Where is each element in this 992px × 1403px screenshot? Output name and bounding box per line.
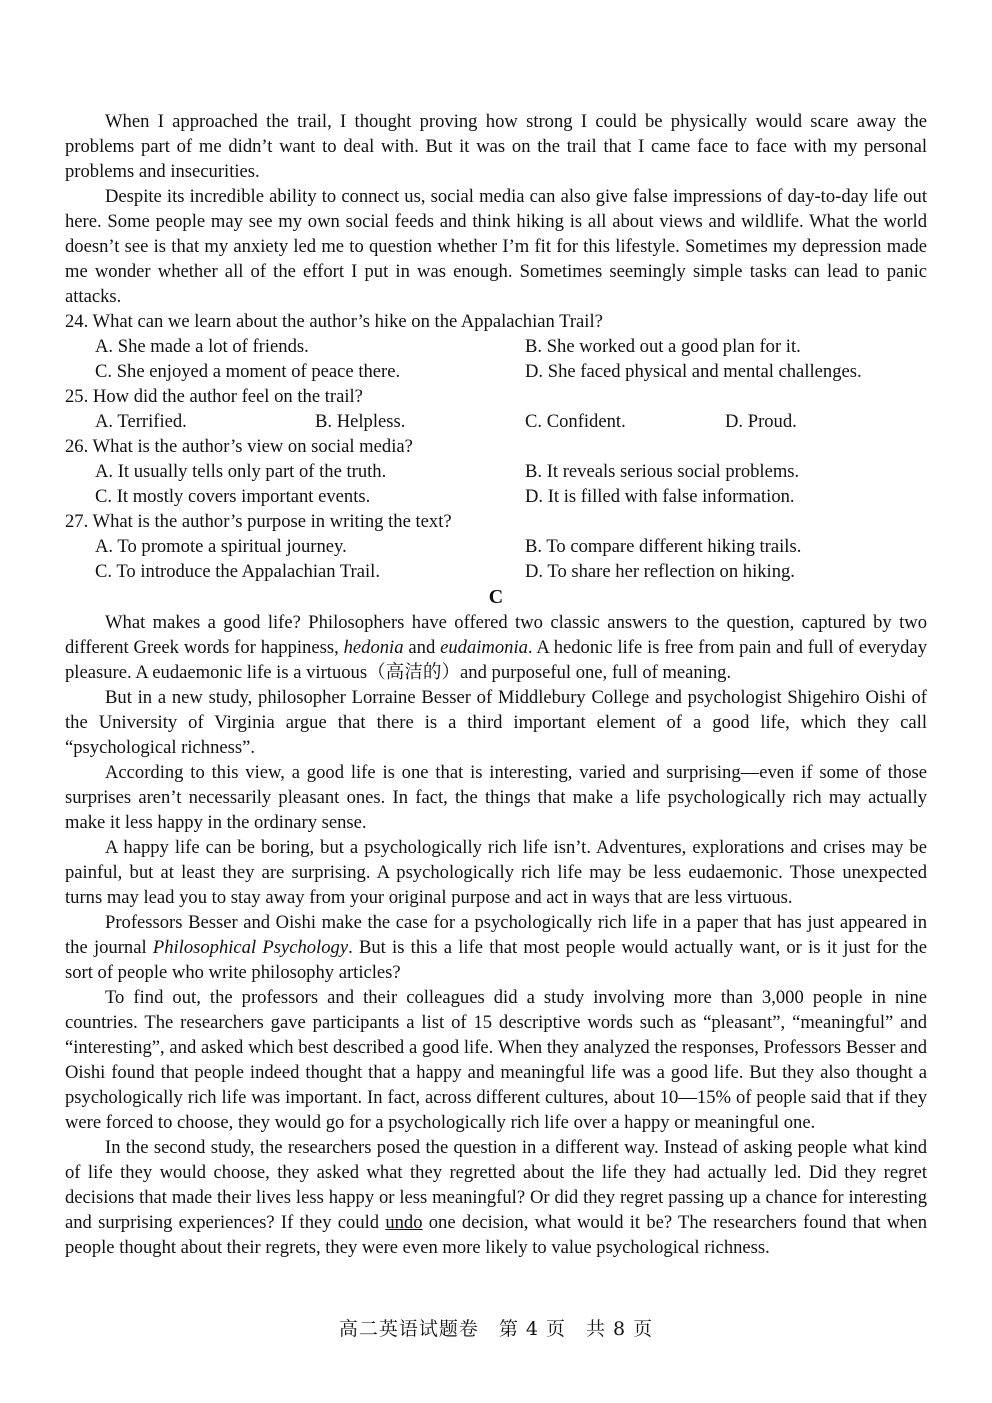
- question-stem: 26. What is the author’s view on social media?: [65, 436, 413, 457]
- option: C. Confident.: [525, 411, 626, 432]
- text-run: . A hedonic life is free from pain and full of everyday pleasure. A eudaemonic life is a virtuous（高洁的）and purposeful one, full of meaning.: [65, 637, 927, 683]
- journal-title: Philosophical Psychology: [152, 937, 349, 958]
- question-options: [65, 409, 927, 434]
- option: D. Proud.: [725, 411, 797, 432]
- paragraph: To find out, the professors and their colleagues did a study involving more than 3,000 people in nine countries. The researchers gave participants a list of 15 descriptive words such as “pleasant”, “meaningful” and “interesting”, and asked which best described a good life. When they analyzed the responses, Professors Besser and Oishi found that people indeed thought that a happy and meaningful life was a good life. But they also thought a psychologically rich life was important. In fact, across different cultures, about 10—15% of people said that if they were forced to choose, they would go for a psychologically rich life over a happy or meaningful one.: [65, 987, 927, 1133]
- option: B. Helpless.: [315, 411, 406, 432]
- question-stem: 24. What can we learn about the author’s hike on the Appalachian Trail?: [65, 311, 603, 332]
- option: B. She worked out a good plan for it.: [525, 336, 801, 357]
- paragraph: When I approached the trail, I thought proving how strong I could be physically would scare away the problems part of me didn’t want to deal with. But it was on the trail that I came face to face with my personal problems and insecurities.: [65, 111, 927, 182]
- paragraph: [65, 1135, 927, 1260]
- option: A. To promote a spiritual journey.: [95, 536, 347, 557]
- text-run: and: [403, 637, 441, 658]
- option: A. It usually tells only part of the truth.: [95, 461, 387, 482]
- text-run: In the second study, the researchers posed the question in a different way. Instead of asking people what kind of life they would choose, they asked what they regretted about the life they had actually led. Did they regret decisions that made their lives less happy or less meaningful? Or did they regret passing up a chance for interesting and surprising experiences? If they could: [65, 1137, 927, 1233]
- option: D. It is filled with false information.: [525, 486, 795, 507]
- text-run: What makes a good life? Philosophers have offered two classic answers to the question, captured by two different Greek words for happiness,: [65, 612, 927, 658]
- option: C. She enjoyed a moment of peace there.: [95, 361, 401, 382]
- underlined-word: undo: [385, 1212, 423, 1233]
- question-options: [65, 334, 927, 384]
- text-run: Professors Besser and Oishi make the case for a psychologically rich life in a paper that has just appeared in the journal: [65, 912, 927, 958]
- paragraph: [65, 910, 927, 985]
- paragraph: According to this view, a good life is one that is interesting, varied and surprising—even if some of those surprises aren’t necessarily pleasant ones. In fact, the things that make a life psychologically rich may actually make it less happy in the ordinary sense.: [65, 762, 927, 833]
- paragraph: [65, 610, 927, 685]
- question-options: [65, 459, 927, 509]
- question-stem: 25. How did the author feel on the trail?: [65, 386, 363, 407]
- italic-term: hedonia: [343, 637, 404, 658]
- question-options: [65, 534, 927, 584]
- exam-page: [65, 109, 927, 1260]
- text-run: . But is this a life that most people would actually want, or is it just for the sort of people who write philosophy articles?: [65, 937, 927, 983]
- paragraph: A happy life can be boring, but a psychologically rich life isn’t. Adventures, explorations and crises may be painful, but at least they are surprising. A psychologically rich life may be less eudaemonic. Those unexpected turns may lead you to stay away from your original purpose and act in ways that are less virtuous.: [65, 837, 927, 908]
- page-footer: 高二英语试题卷 第 4 页 共 8 页: [338, 1318, 654, 1340]
- option: A. She made a lot of friends.: [95, 336, 309, 357]
- option: A. Terrified.: [95, 411, 187, 432]
- paragraph: Despite its incredible ability to connect us, social media can also give false impressions of day-to-day life out here. Some people may see my own social feeds and think hiking is all about views and wildlife. What the world doesn’t see is that my anxiety led me to question whether I’m fit for this lifestyle. Sometimes my depression made me wonder whether all of the effort I put in was enough. Sometimes seemingly simple tasks can lead to panic attacks.: [65, 186, 927, 307]
- option: B. It reveals serious social problems.: [525, 461, 800, 482]
- option: B. To compare different hiking trails.: [525, 536, 802, 557]
- option: D. To share her reflection on hiking.: [525, 561, 795, 582]
- option: C. It mostly covers important events.: [95, 486, 371, 507]
- question-stem: 27. What is the author’s purpose in writing the text?: [65, 511, 452, 532]
- section-heading: C: [488, 586, 504, 608]
- text-run: one decision, what would it be? The researchers found that when people thought about their regrets, they were even more likely to value psychological richness.: [65, 1212, 927, 1258]
- italic-term: eudaimonia: [440, 637, 528, 658]
- option: C. To introduce the Appalachian Trail.: [95, 561, 380, 582]
- option: D. She faced physical and mental challenges.: [525, 361, 862, 382]
- paragraph: But in a new study, philosopher Lorraine Besser of Middlebury College and psychologist Shigehiro Oishi of the University of Virginia argue that there is a third important element of a good life, which they call “psychological richness”.: [65, 687, 927, 758]
